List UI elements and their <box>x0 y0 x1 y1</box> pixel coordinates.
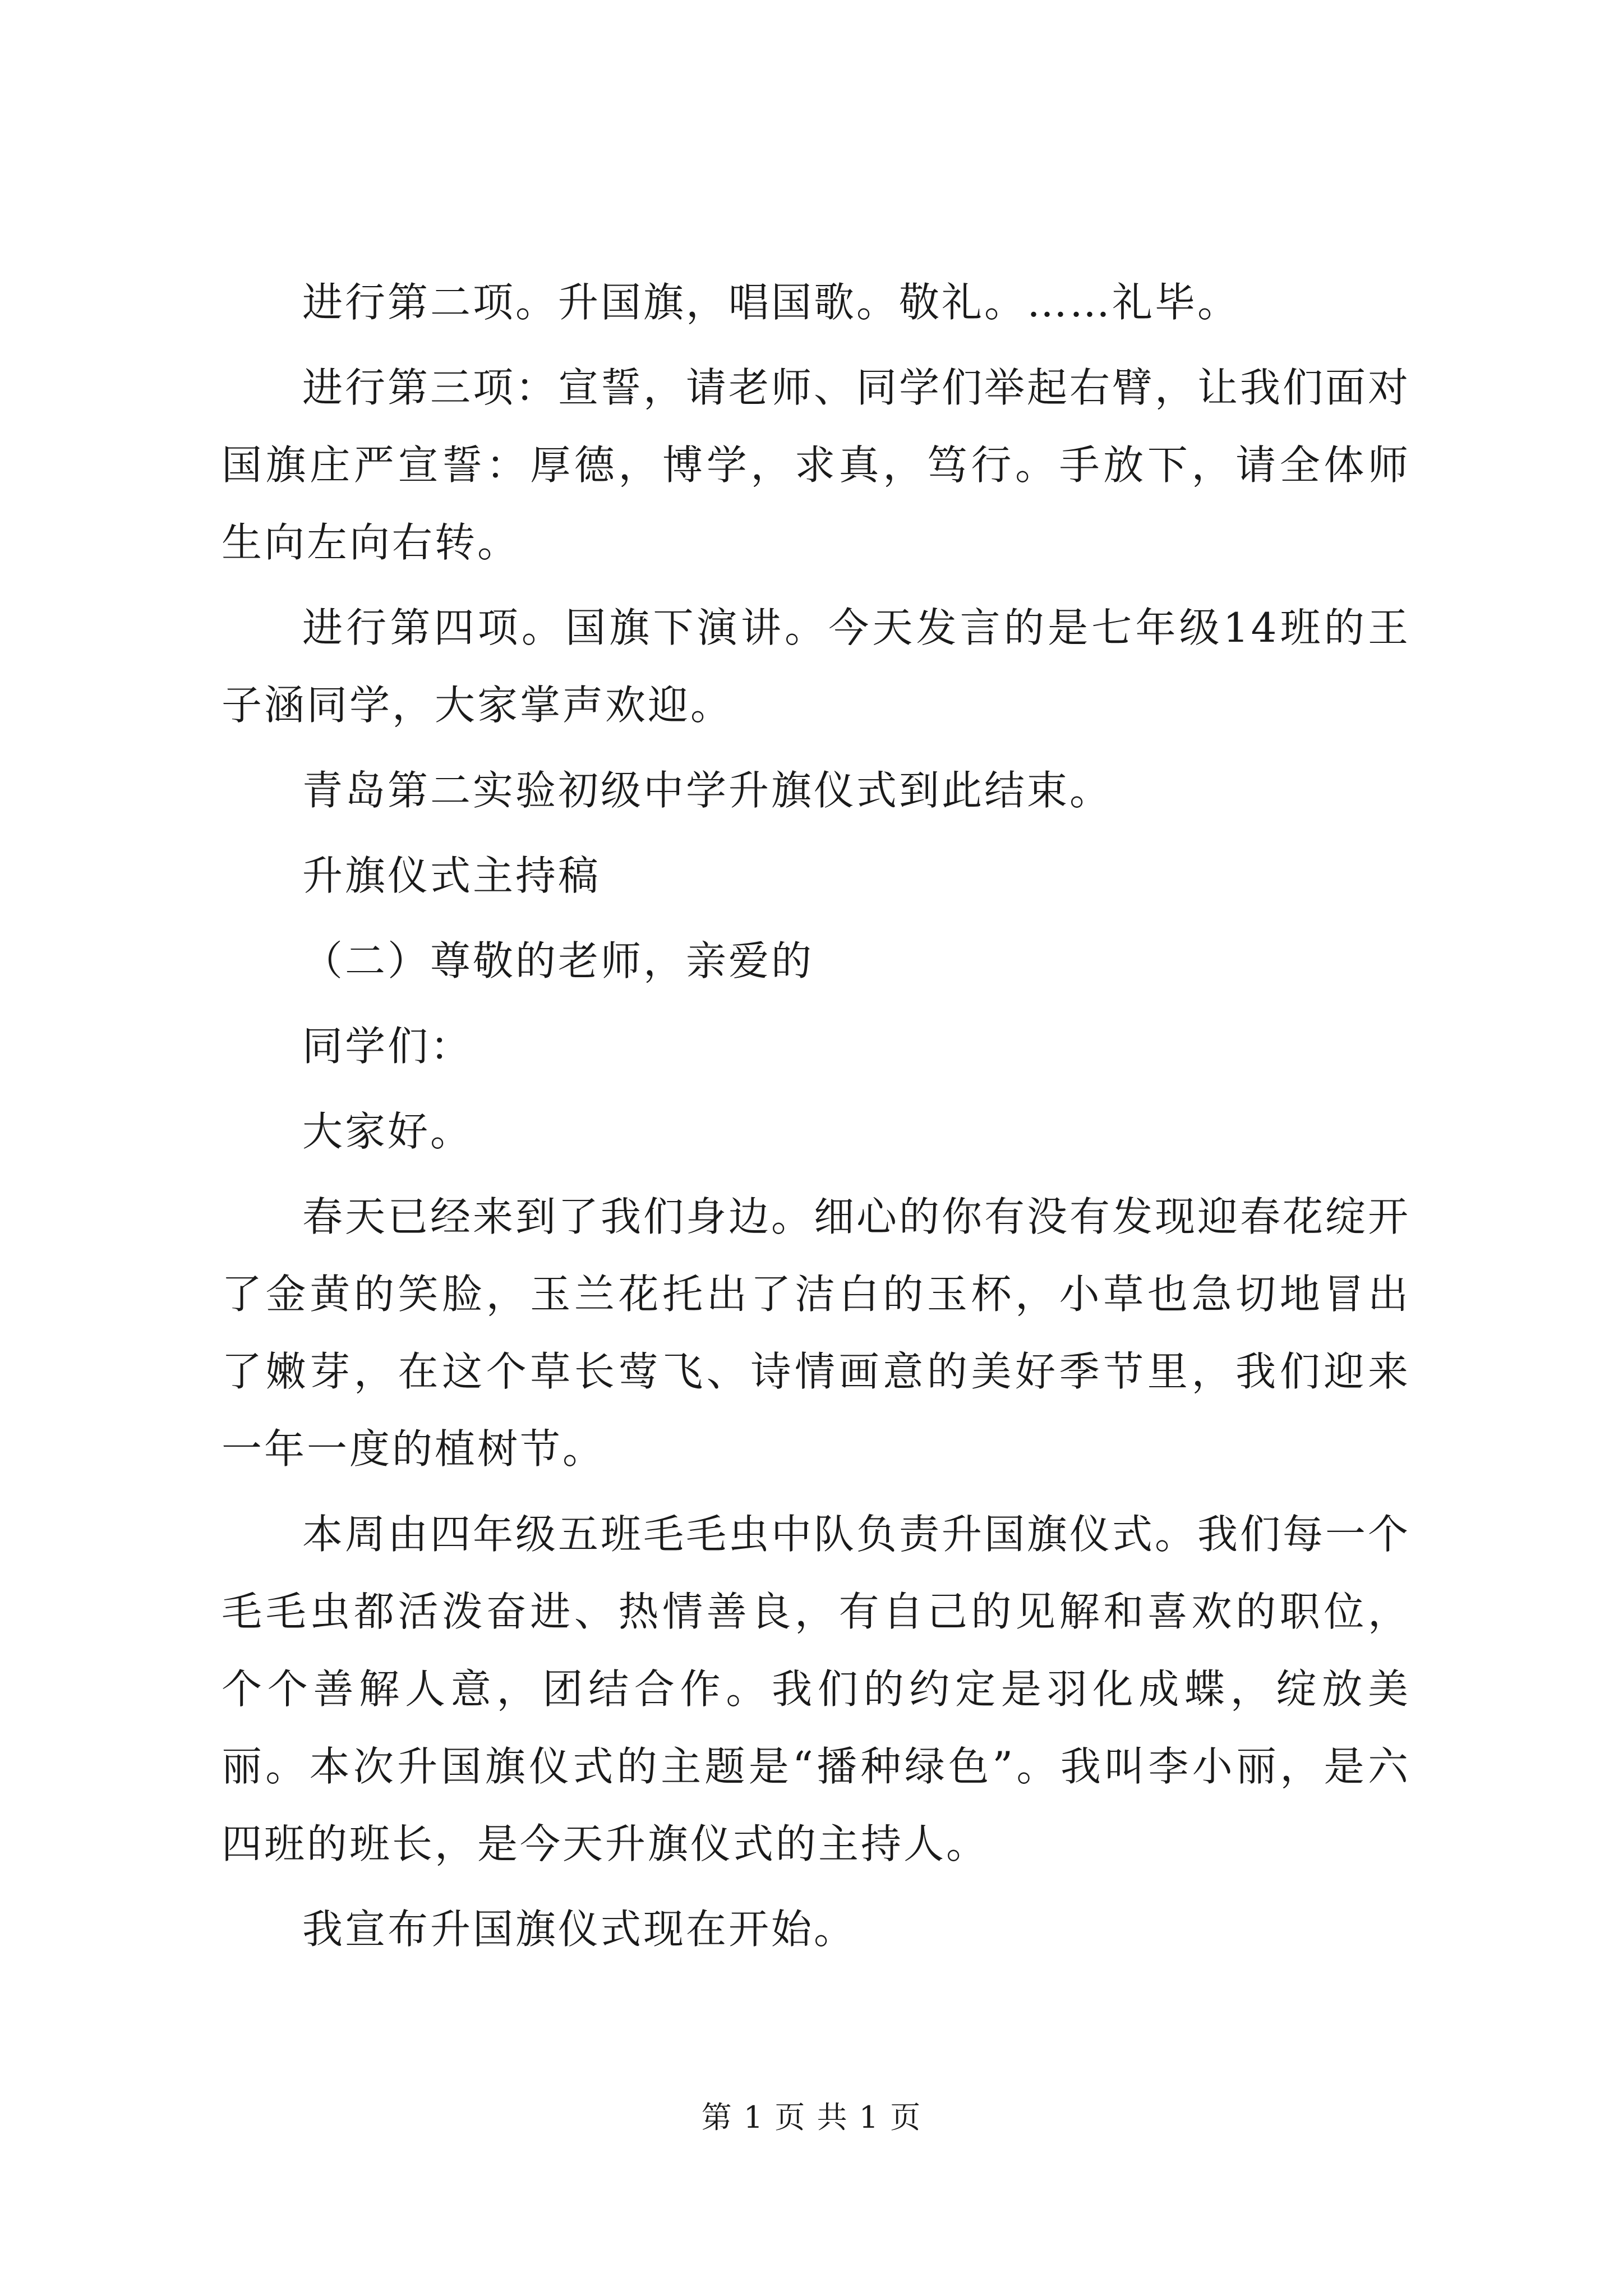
paragraph-item-4: 进行第四项。国旗下演讲。今天发言的是七年级14班的王子涵同学，大家掌声欢迎。 <box>222 604 1410 729</box>
closing-statement: 青岛第二实验初级中学升旗仪式到此结束。 <box>302 767 1113 814</box>
spring-paragraph: 春天已经来到了我们身边。细心的你有没有发现迎春花绽开了金黄的笑脸，玉兰花托出了洁白的玉杯，小草也急切地冒出了嫩芽，在这个草长莺飞、诗情画意的美好季节里，我们迎来一年一度的植树节。 <box>222 1193 1411 1473</box>
ceremony-start-paragraph: 我宣布升国旗仪式现在开始。 <box>302 1906 857 1953</box>
paragraph-item-2: 进行第二项。升国旗，唱国歌。敬礼。……礼毕。 <box>302 279 1241 326</box>
paragraph-item-3: 进行第三项：宣誓，请老师、同学们举起右臂，让我们面对国旗庄严宣誓：厚德，博学，求真，笃行。手放下，请全体师生向左向右转。 <box>222 364 1411 566</box>
section-subtitle: （二）尊敬的老师，亲爱的 <box>302 937 814 984</box>
class-introduction-paragraph: 本周由四年级五班毛毛虫中队负责升国旗仪式。我们每一个毛毛虫都活泼奋进、热情善良，有自己的见解和喜欢的职位，个个善解人意，团结合作。我们的约定是羽化成蝶，绽放美丽。本次升国旗仪式的主题是“播种绿色”。我叫李小丽，是六四班的班长，是今天升旗仪式的主持人。 <box>222 1511 1411 1867</box>
greeting: 大家好。 <box>302 1108 473 1155</box>
document-body <box>222 264 1410 1976</box>
section-title: 升旗仪式主持稿 <box>302 852 601 899</box>
salutation: 同学们： <box>302 1023 473 1070</box>
page-footer: 第 1 页 共 1 页 <box>701 2100 922 2135</box>
